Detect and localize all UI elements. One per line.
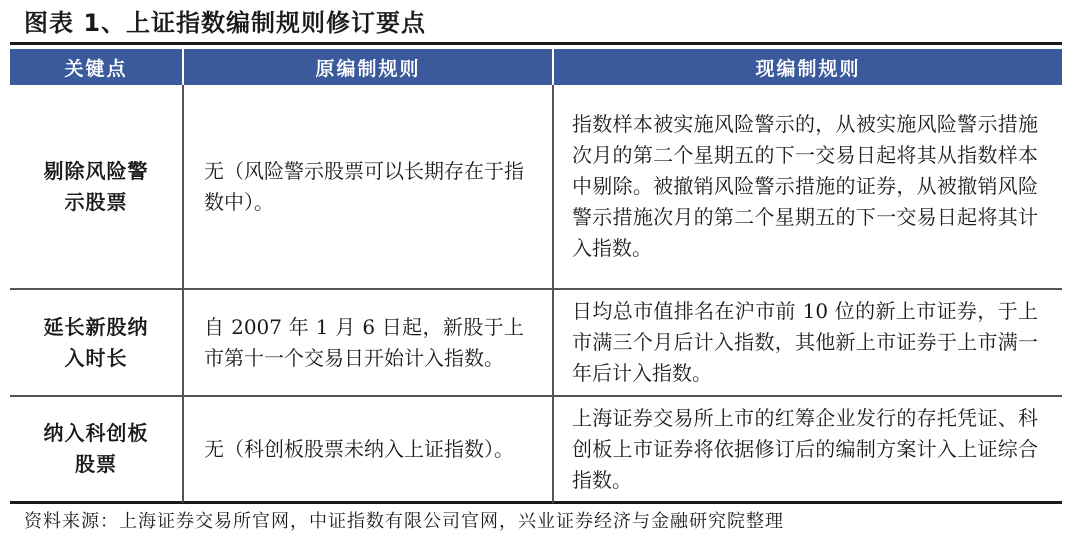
rules-table (10, 49, 1062, 504)
table-row (10, 290, 1062, 397)
table-header-row (10, 49, 1062, 85)
row-original-rule: 无（科创板股票未纳入上证指数）。 (204, 436, 514, 461)
table-row (10, 85, 1062, 290)
row-current-cell (552, 397, 1062, 504)
title-divider (10, 42, 1062, 45)
row-key-cell (10, 290, 182, 397)
row-key-cell (10, 85, 182, 290)
header-key: 关键点 (10, 49, 182, 85)
row-original-rule: 无（风险警示股票可以长期存在于指数中）。 (204, 158, 524, 214)
figure-title: 图表 1、上证指数编制规则修订要点 (24, 9, 427, 37)
source-note: 资料来源：上海证券交易所官网，中证指数有限公司官网，兴业证券经济与金融研究院整理 (24, 511, 784, 532)
row-key: 纳入科创板股票 (43, 421, 149, 476)
header-original-rule: 原编制规则 (182, 49, 552, 85)
row-original-cell (182, 290, 552, 397)
row-original-cell (182, 397, 552, 504)
row-key: 剔除风险警示股票 (43, 158, 149, 214)
row-original-cell (182, 85, 552, 290)
row-original-rule: 自 2007 年 1 月 6 日起，新股于上市第十一个交易日开始计入指数。 (204, 314, 524, 370)
row-key: 延长新股纳入时长 (43, 314, 149, 370)
row-current-rule: 日均总市值排名在沪市前 10 位的新上市证券，于上市满三个月后计入指数，其他新上市证券于上市满一年后计入指数。 (572, 299, 1038, 385)
table-row (10, 397, 1062, 504)
header-current-rule: 现编制规则 (552, 49, 1062, 85)
row-current-rule: 指数样本被实施风险警示的，从被实施风险警示措施次月的第二个星期五的下一交易日起将其从指数样本中剔除。被撤销风险警示措施的证券，从被撤销风险警示措施次月的第二个星期五的下一交易日起将其计入指数。 (572, 112, 1038, 260)
row-key-cell (10, 397, 182, 504)
row-current-cell (552, 290, 1062, 397)
row-current-cell (552, 85, 1062, 290)
row-current-rule: 上海证券交易所上市的红筹企业发行的存托凭证、科创板上市证券将依据修订后的编制方案计入上证综合指数。 (572, 405, 1038, 492)
